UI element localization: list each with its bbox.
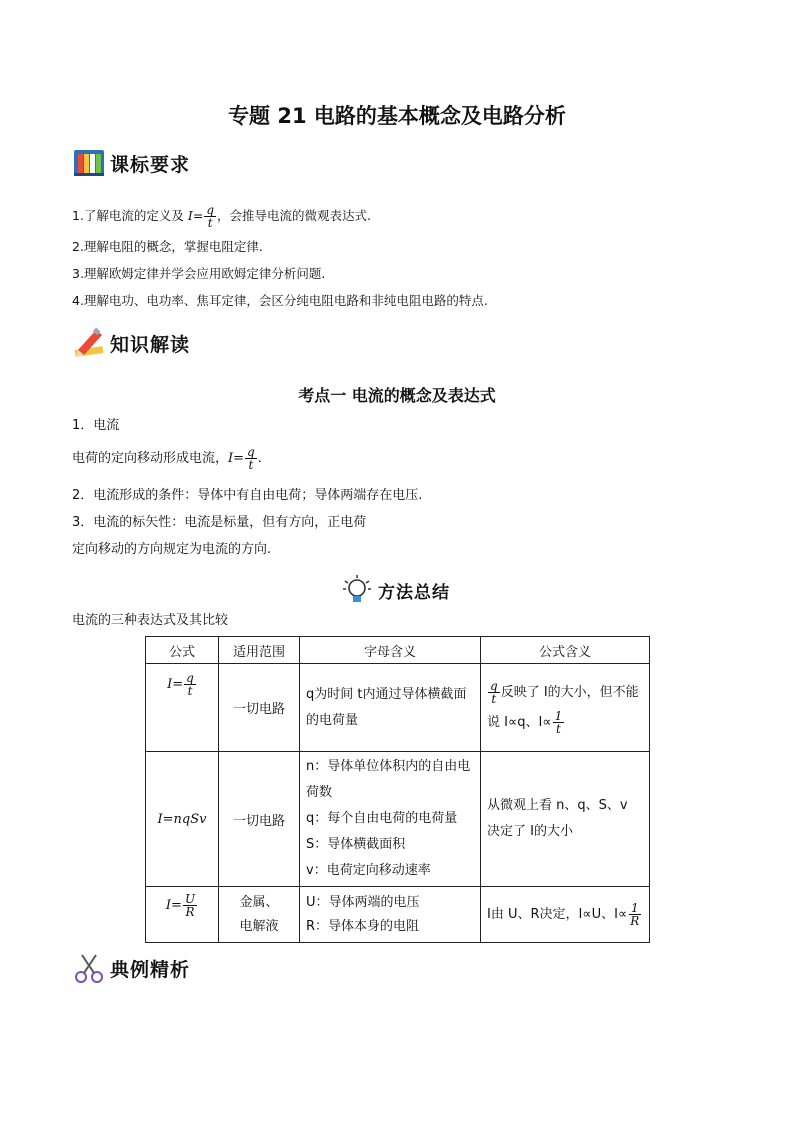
requirement-1: 1.了解电流的定义及 I= $\frac{q}{t}$ ，会推导电流的微观表达式. [72, 203, 371, 230]
section-header-knowledge [72, 323, 190, 363]
scope-cell: 一切电路 [219, 664, 300, 752]
point-1-heading: 1．电流 [72, 418, 120, 433]
table-header-row [146, 637, 650, 664]
comparison-table [145, 636, 650, 943]
point-3-line2: 定向移动的方向规定为电流的方向. [72, 542, 272, 557]
section-header-requirements [72, 143, 190, 183]
note-cell: $\frac{q}{t}$ 反映了 I的大小，但不能 说 I∝q、I∝ $\frac{1}{t}$ [481, 664, 650, 752]
fraction: $\frac{q}{t}$ [247, 445, 255, 472]
scissors-icon [72, 951, 106, 985]
point-1-text: 电荷的定向移动形成电流，I= $\frac{q}{t}$ . [72, 445, 262, 472]
formula-cell: I=nqSv [146, 752, 219, 887]
section-label: 典例精析 [110, 958, 191, 981]
point-2: 2．电流形成的条件：导体中有自由电荷；导体两端存在电压. [72, 488, 423, 503]
requirement-2: 2.理解电阻的概念，掌握电阻定律. [72, 239, 263, 254]
meaning-cell: n：导体单位体积内的自由电荷数 q：每个自由电荷的电荷量 S：导体横截面积 v：电荷定向移动速率 [300, 752, 481, 887]
fraction: $\frac{q}{t}$ [206, 203, 215, 230]
header-formula: 公式 [146, 637, 219, 664]
kaodian-title: 考点一 电流的概念及表达式 [298, 386, 496, 405]
requirement-4: 4.理解电功、电功率、焦耳定律，会区分纯电阻电路和非纯电阻电路的特点. [72, 293, 488, 308]
header-meaning: 公式含义 [481, 637, 650, 664]
scope-cell: 一切电路 [219, 752, 300, 887]
formula-cell: I= $\frac{q}{t}$ [146, 664, 219, 752]
books-icon [72, 146, 106, 180]
point-3-line1: 3．电流的标矢性：电流是标量，但有方向，正电荷 [72, 515, 367, 530]
page-title: 专题 21 电路的基本概念及电路分析 [228, 104, 566, 128]
note-cell: I由 U、R决定，I∝U、I∝ $\frac{1}{R}$ [481, 887, 650, 943]
section-label: 课标要求 [110, 153, 191, 176]
section-label: 方法总结 [378, 582, 450, 603]
table-row [146, 664, 650, 752]
header-letters: 字母含义 [300, 637, 481, 664]
scope-cell: 金属、 电解液 [219, 887, 300, 943]
meaning-cell: q为时间 t内通过导体横截面的电荷量 [300, 664, 481, 752]
requirement-3: 3.理解欧姆定律并学会应用欧姆定律分析问题. [72, 266, 326, 281]
pencil-ruler-icon [72, 326, 106, 360]
section-label: 知识解读 [110, 333, 191, 356]
section-header-examples [72, 948, 190, 988]
section-header-method [340, 570, 450, 610]
table-caption: 电流的三种表达式及其比较 [72, 613, 229, 628]
formula-cell: I= $\frac{U}{R}$ [146, 887, 219, 943]
note-cell: 从微观上看 n、q、S、v 决定了 I的大小 [481, 752, 650, 887]
table-row [146, 752, 650, 887]
meaning-cell: U：导体两端的电压 R：导体本身的电阻 [300, 887, 481, 943]
lightbulb-icon [340, 573, 374, 607]
table-row [146, 887, 650, 943]
header-scope: 适用范围 [219, 637, 300, 664]
